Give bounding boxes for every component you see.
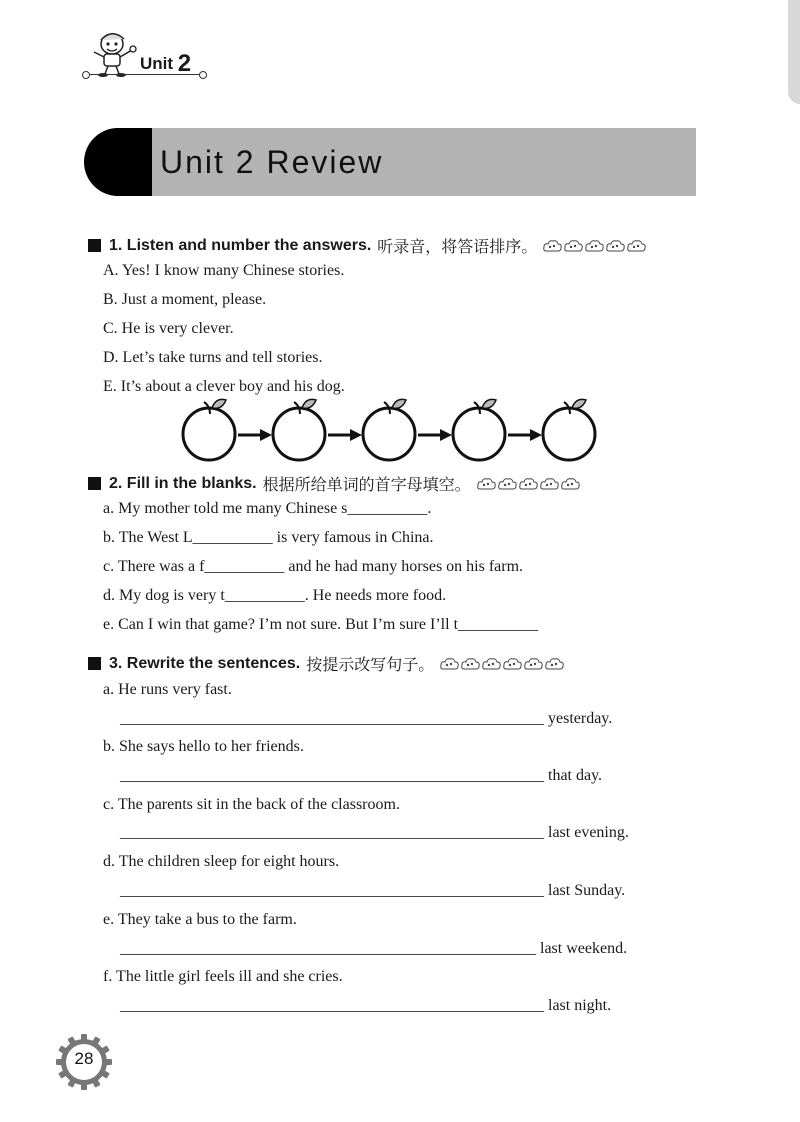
section-1-title: 1. Listen and number the answers. xyxy=(109,236,372,254)
list-item: B. Just a moment, please. xyxy=(103,291,267,308)
apple-answer-slot[interactable] xyxy=(273,399,325,460)
header-dot xyxy=(82,71,90,79)
rewrite-answer-line[interactable]: _____________________________________________________ last night. xyxy=(120,997,612,1014)
fill-blank-item[interactable]: e. Can I win that game? I’m not sure. But I’m sure I’ll t__________ xyxy=(103,616,539,633)
fill-blank-item[interactable]: b. The West L__________ is very famous in China. xyxy=(103,529,434,546)
rewrite-prompt: c. The parents sit in the back of the classroom. xyxy=(103,796,400,813)
rewrite-answer-line[interactable]: _____________________________________________________ yesterday. xyxy=(120,710,613,727)
difficulty-clouds-icon xyxy=(440,657,566,671)
square-bullet-icon xyxy=(88,239,101,252)
square-bullet-icon xyxy=(88,657,101,670)
fill-blank-item[interactable]: c. There was a f__________ and he had many horses on his farm. xyxy=(103,558,524,575)
rewrite-prompt: b. She says hello to her friends. xyxy=(103,738,304,755)
list-item: E. It’s about a clever boy and his dog. xyxy=(103,378,345,395)
rewrite-prompt: a. He runs very fast. xyxy=(103,681,232,698)
apple-answer-slot[interactable] xyxy=(543,399,595,460)
apple-answer-slot[interactable] xyxy=(183,399,235,460)
arrow-icon xyxy=(440,429,452,441)
header-dot xyxy=(199,71,207,79)
unit-header xyxy=(88,30,200,82)
rewrite-answer-line[interactable]: ____________________________________________________ last weekend. xyxy=(120,940,628,957)
fill-blank-item[interactable]: d. My dog is very t__________. He needs more food. xyxy=(103,587,447,604)
mascot-icon xyxy=(88,30,140,80)
rewrite-prompt: d. The children sleep for eight hours. xyxy=(103,853,340,870)
apple-answer-slot[interactable] xyxy=(453,399,505,460)
section-3-heading xyxy=(88,652,566,675)
section-2-heading xyxy=(88,472,582,495)
rewrite-answer-line[interactable]: _____________________________________________________ last Sunday. xyxy=(120,882,626,899)
page-number-badge xyxy=(56,1034,112,1090)
section-2-title: 2. Fill in the blanks. xyxy=(109,474,257,492)
rewrite-prompt: f. The little girl feels ill and she cries. xyxy=(103,968,343,985)
unit-label xyxy=(140,48,191,76)
header-rule xyxy=(88,74,200,75)
section-1-title-cn: 听录音，将答语排序。 xyxy=(377,239,538,256)
apple-answer-slot[interactable] xyxy=(363,399,415,460)
arrow-icon xyxy=(530,429,542,441)
list-item: D. Let’s take turns and tell stories. xyxy=(103,349,323,366)
arrow-icon xyxy=(260,429,272,441)
section-3-title: 3. Rewrite the sentences. xyxy=(109,654,301,672)
rewrite-prompt: e. They take a bus to the farm. xyxy=(103,911,297,928)
title-banner xyxy=(84,128,696,196)
square-bullet-icon xyxy=(88,477,101,490)
arrow-icon xyxy=(350,429,362,441)
rewrite-answer-line[interactable]: _____________________________________________________ that day. xyxy=(120,767,603,784)
apple-answer-chain xyxy=(180,398,610,462)
page-number: 28 xyxy=(74,1049,94,1068)
list-item: A. Yes! I know many Chinese stories. xyxy=(103,262,345,279)
difficulty-clouds-icon xyxy=(477,477,582,491)
page-title: Unit 2 Review xyxy=(160,144,384,180)
unit-word: Unit xyxy=(140,54,174,73)
rewrite-answer-line[interactable]: _____________________________________________________ last evening. xyxy=(120,824,629,841)
difficulty-clouds-icon xyxy=(543,239,648,253)
page-edge-tab xyxy=(788,0,800,104)
section-1-heading xyxy=(88,234,648,257)
section-2-title-cn: 根据所给单词的首字母填空。 xyxy=(262,477,471,494)
list-item: C. He is very clever. xyxy=(103,320,234,337)
section-3-title-cn: 按提示改写句子。 xyxy=(306,657,435,674)
fill-blank-item[interactable]: a. My mother told me many Chinese s__________. xyxy=(103,500,432,517)
unit-number: 2 xyxy=(177,50,192,77)
title-half-circle xyxy=(84,128,152,196)
